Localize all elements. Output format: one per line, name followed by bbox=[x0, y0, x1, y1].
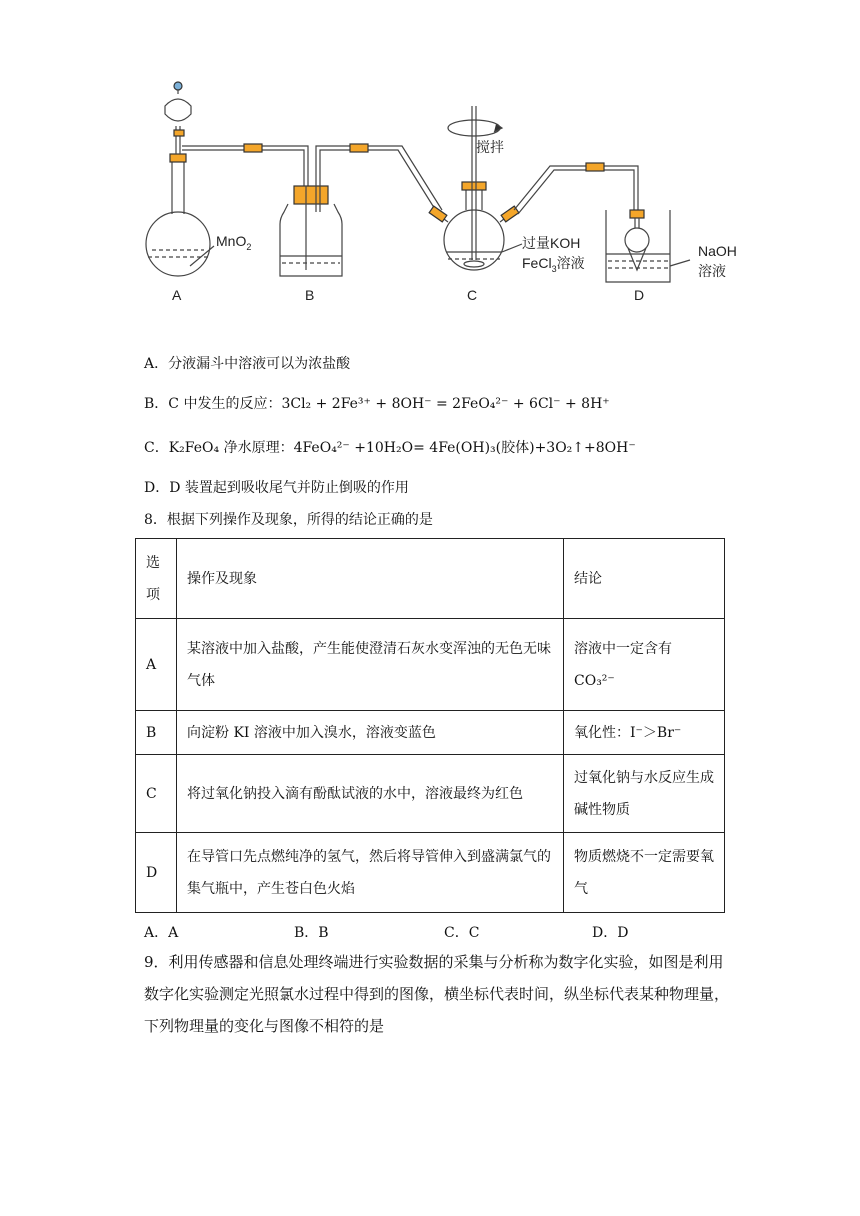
table-row bbox=[136, 833, 725, 913]
table-header-row bbox=[136, 539, 725, 619]
row-conclusion: 氧化性：I⁻＞Br⁻ bbox=[564, 711, 725, 755]
row-conclusion: 物质燃烧不一定需要氧气 bbox=[564, 833, 725, 913]
q7-option-a: A．分液漏斗中溶液可以为浓盐酸 bbox=[144, 356, 351, 372]
q8-table bbox=[135, 538, 725, 913]
q7-option-b: B．C 中发生的反应：3Cl₂ + 2Fe³⁺ + 8OH⁻ = 2FeO₄²⁻ + 6Cl⁻ + 8H⁺ bbox=[144, 396, 610, 412]
apparatus-diagram bbox=[130, 70, 770, 320]
table-row bbox=[136, 711, 725, 755]
q7-option-d: D．D 装置起到吸收尾气并防止倒吸的作用 bbox=[144, 480, 409, 496]
q7-b-equation: 3Cl₂ + 2Fe³⁺ + 8OH⁻ = 2FeO₄²⁻ + 6Cl⁻ + 8H⁺ bbox=[281, 396, 610, 412]
q9-text: 9．利用传感器和信息处理终端进行实验数据的采集与分析称为数字化实验，如图是利用数字化实验测定光照氯水过程中得到的图像，横坐标代表时间，纵坐标代表某种物理量，下列物理量的变化与图像不相符的是 bbox=[144, 953, 730, 1035]
row-option: C bbox=[136, 755, 177, 833]
table-row bbox=[136, 755, 725, 833]
q8-stem: 8．根据下列操作及现象，所得的结论正确的是 bbox=[144, 512, 433, 528]
naoh-solution-label: 溶液 bbox=[698, 263, 726, 279]
label-c: C bbox=[467, 287, 478, 303]
row-operation: 向淀粉 KI 溶液中加入溴水，溶液变蓝色 bbox=[177, 711, 564, 755]
choice-d[interactable]: D．D bbox=[592, 925, 629, 941]
header-option: 选项 bbox=[136, 539, 177, 619]
header-conclusion: 结论 bbox=[564, 539, 725, 619]
label-d: D bbox=[634, 287, 645, 303]
choice-c[interactable]: C．C bbox=[444, 925, 480, 941]
label-b: B bbox=[305, 287, 315, 303]
row-option: A bbox=[136, 619, 177, 711]
row-operation: 将过氧化钠投入滴有酚酞试液的水中，溶液最终为红色 bbox=[177, 755, 564, 833]
label-a: A bbox=[172, 287, 182, 303]
fecl3-label: FeCl$_3$溶液 bbox=[522, 255, 585, 274]
table-row bbox=[136, 619, 725, 711]
header-operation: 操作及现象 bbox=[177, 539, 564, 619]
mno2-label: MnO$_2$ bbox=[216, 233, 252, 252]
stir-label: 搅拌 bbox=[476, 139, 504, 155]
naoh-label: NaOH bbox=[698, 243, 737, 259]
q7-c-equation: 4FeO₄²⁻ +10H₂O= 4Fe(OH)₃(胶体)+3O₂↑+8OH⁻ bbox=[293, 440, 636, 456]
koh-label: 过量KOH bbox=[522, 235, 581, 251]
row-conclusion: 过氧化钠与水反应生成碱性物质 bbox=[564, 755, 725, 833]
row-option: B bbox=[136, 711, 177, 755]
row-operation: 某溶液中加入盐酸，产生能使澄清石灰水变浑浊的无色无味气体 bbox=[177, 619, 564, 711]
choice-a[interactable]: A．A bbox=[144, 925, 179, 941]
row-operation: 在导管口先点燃纯净的氢气，然后将导管伸入到盛满氯气的集气瓶中，产生苍白色火焰 bbox=[177, 833, 564, 913]
row-conclusion: 溶液中一定含有 CO₃²⁻ bbox=[564, 619, 725, 711]
choice-b[interactable]: B．B bbox=[294, 925, 329, 941]
row-option: D bbox=[136, 833, 177, 913]
flask-a bbox=[146, 158, 210, 276]
q7-option-c: C．K₂FeO₄ 净水原理：4FeO₄²⁻ +10H₂O= 4Fe(OH)₃(胶体)+3O₂↑+8OH⁻ bbox=[144, 440, 636, 456]
